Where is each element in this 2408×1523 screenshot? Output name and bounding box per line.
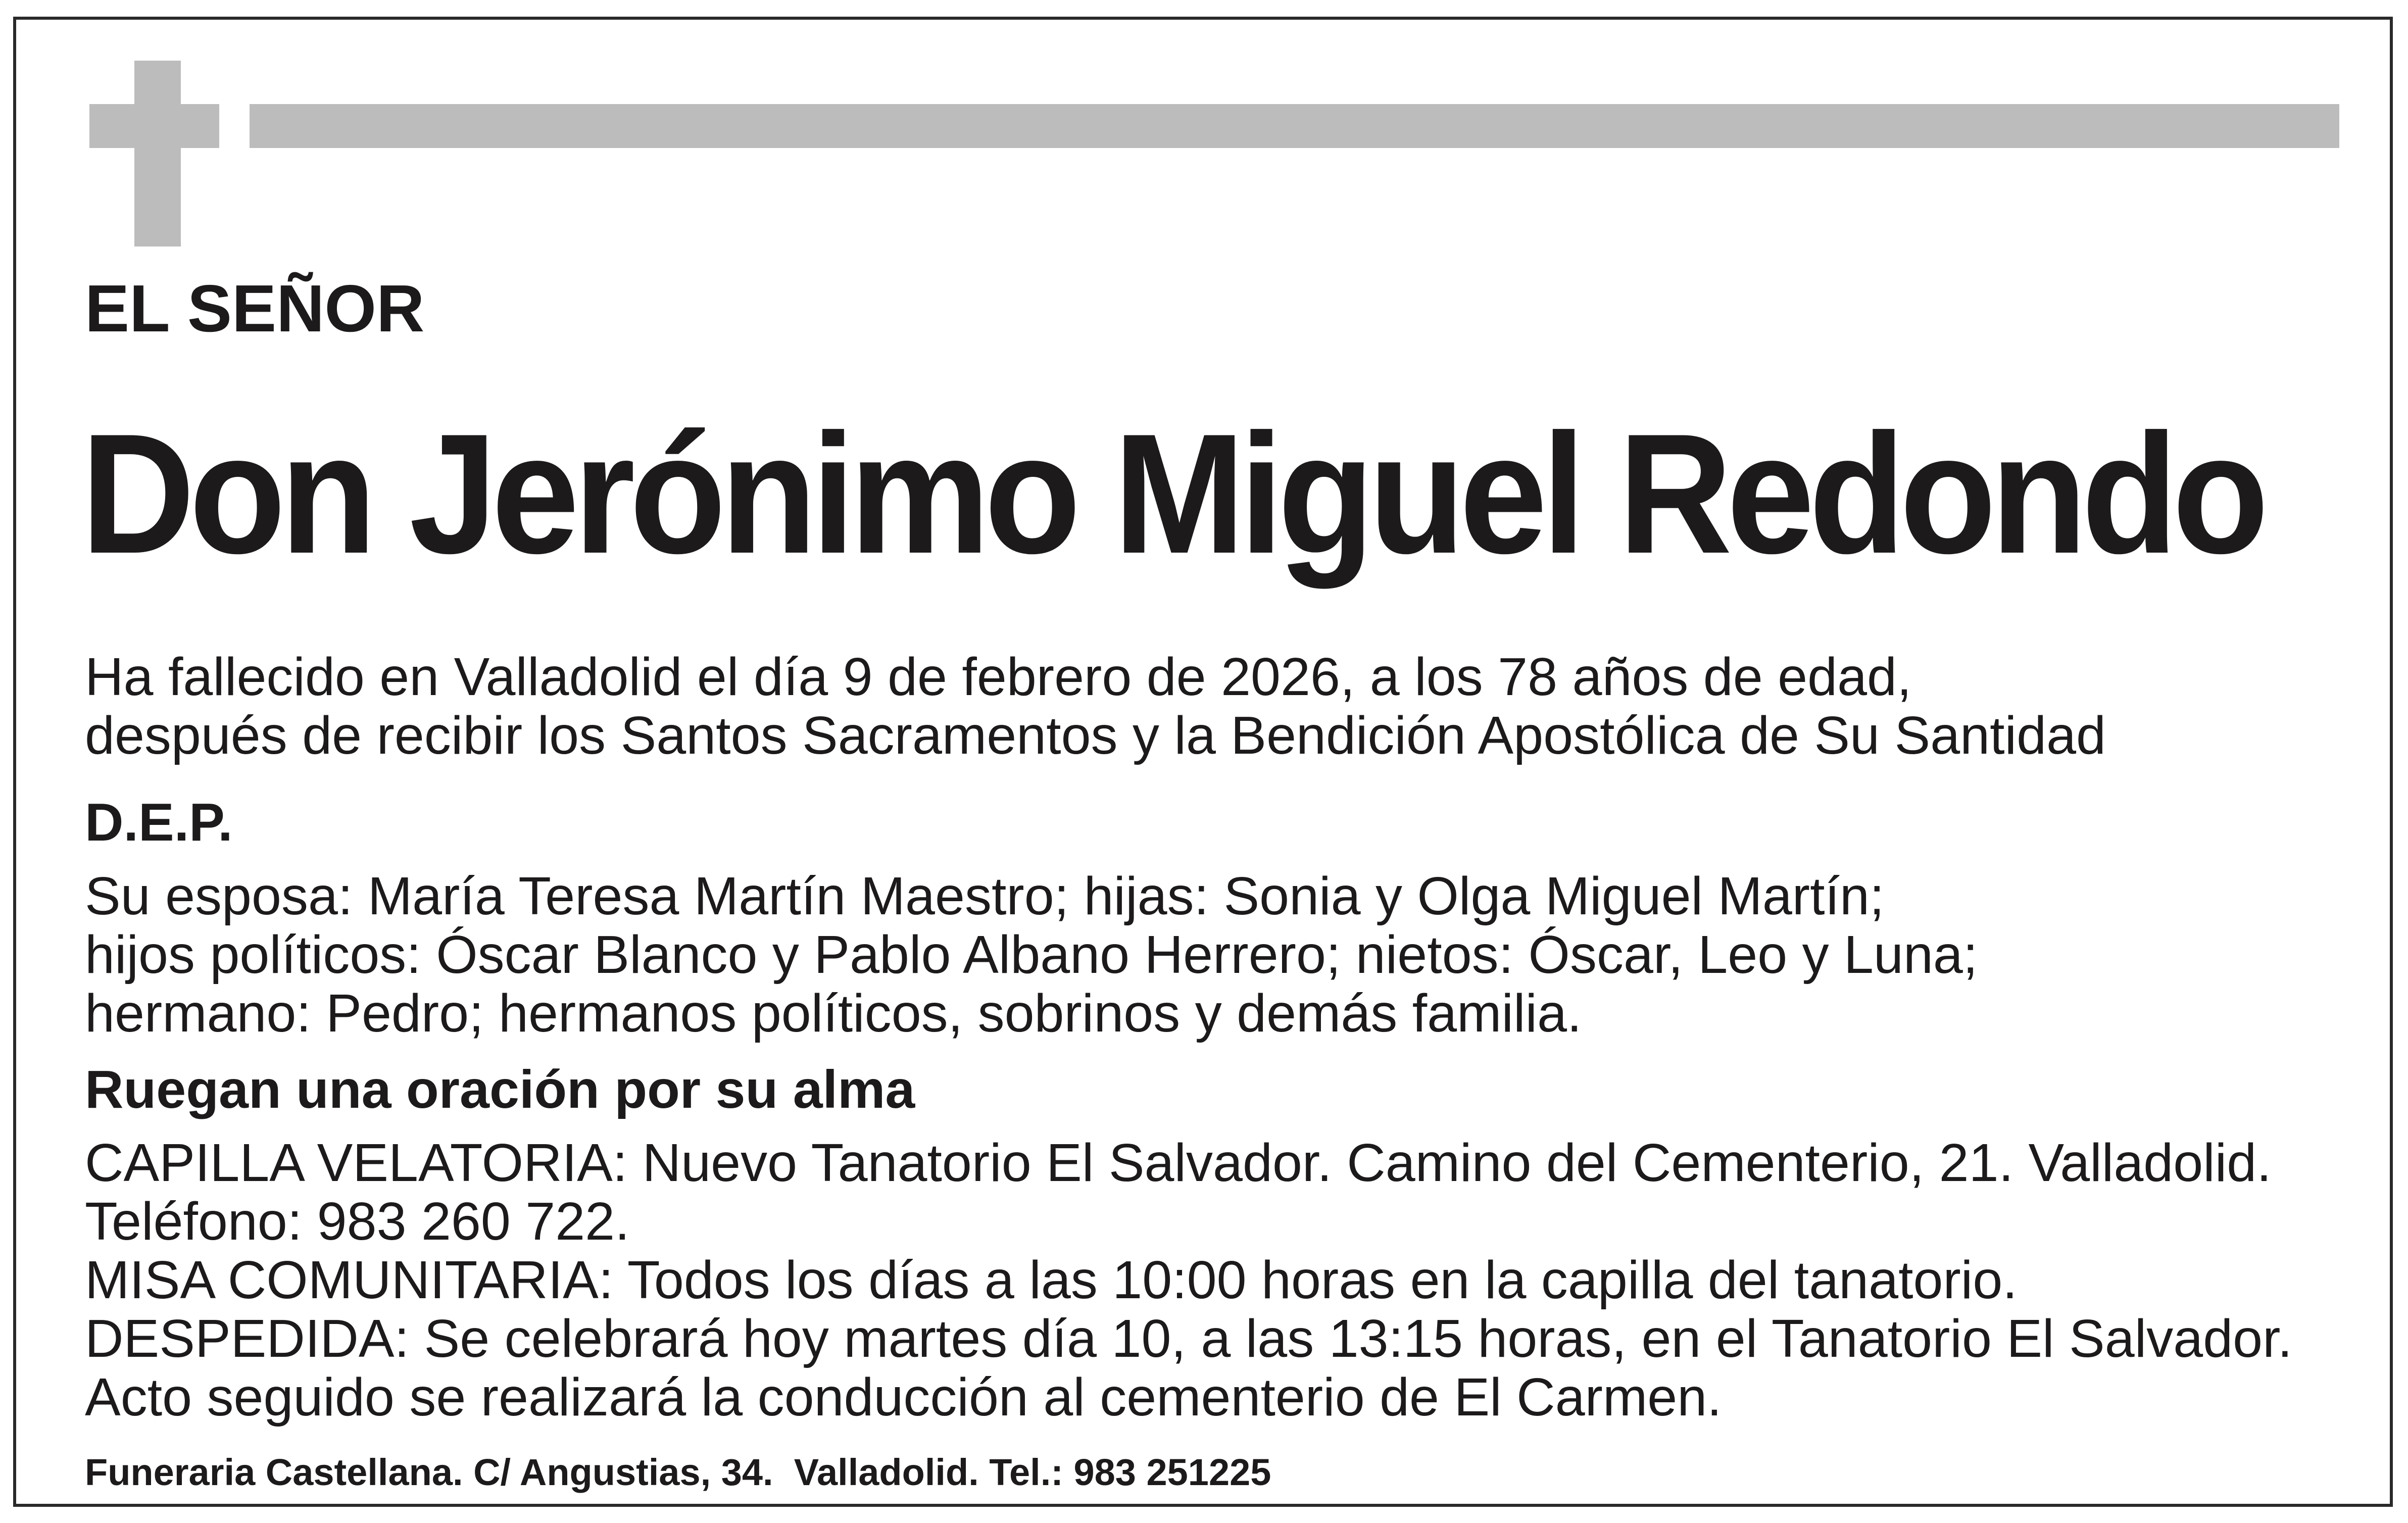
header-rule (250, 104, 2339, 148)
family-line: Su esposa: María Teresa Martín Maestro; hijas: Sonia y Olga Miguel Martín; (85, 866, 1885, 926)
cross-horizontal-beam (89, 104, 219, 148)
family-line: hermano: Pedro; hermanos políticos, sobrinos y demás familia. (85, 984, 1582, 1043)
service-line: DESPEDIDA: Se celebrará hoy martes día 10, a las 13:15 horas, en el Tanatorio El Salvador. (85, 1309, 2293, 1368)
family-paragraph (85, 867, 1978, 1043)
death-info-line: después de recibir los Santos Sacramentos y la Bendición Apostólica de Su Santidad (85, 706, 2106, 765)
deceased-name: Don Jerónimo Miguel Redondo (81, 398, 2264, 589)
honorific-title: EL SEÑOR (85, 271, 425, 346)
prayer-request: Ruegan una oración por su alma (85, 1060, 915, 1119)
service-line: MISA COMUNITARIA: Todos los días a las 10:00 horas en la capilla del tanatorio. (85, 1250, 2018, 1310)
cross-vertical-beam (134, 61, 181, 247)
funeral-home-footer: Funeraria Castellana. C/ Angustias, 34. Valladolid. Tel.: 983 251225 (85, 1451, 1271, 1493)
services-paragraph (85, 1134, 2292, 1427)
service-line: Acto seguido se realizará la conducción al cementerio de El Carmen. (85, 1367, 1722, 1427)
service-line: Teléfono: 983 260 722. (85, 1192, 630, 1251)
service-line: CAPILLA VELATORIA: Nuevo Tanatorio El Salvador. Camino del Cementerio, 21. Valladolid. (85, 1133, 2272, 1193)
dep-label: D.E.P. (85, 793, 233, 852)
death-info-line: Ha fallecido en Valladolid el día 9 de febrero de 2026, a los 78 años de edad, (85, 647, 1912, 707)
family-line: hijos políticos: Óscar Blanco y Pablo Albano Herrero; nietos: Óscar, Leo y Luna; (85, 925, 1978, 985)
death-info-paragraph (85, 648, 2106, 765)
